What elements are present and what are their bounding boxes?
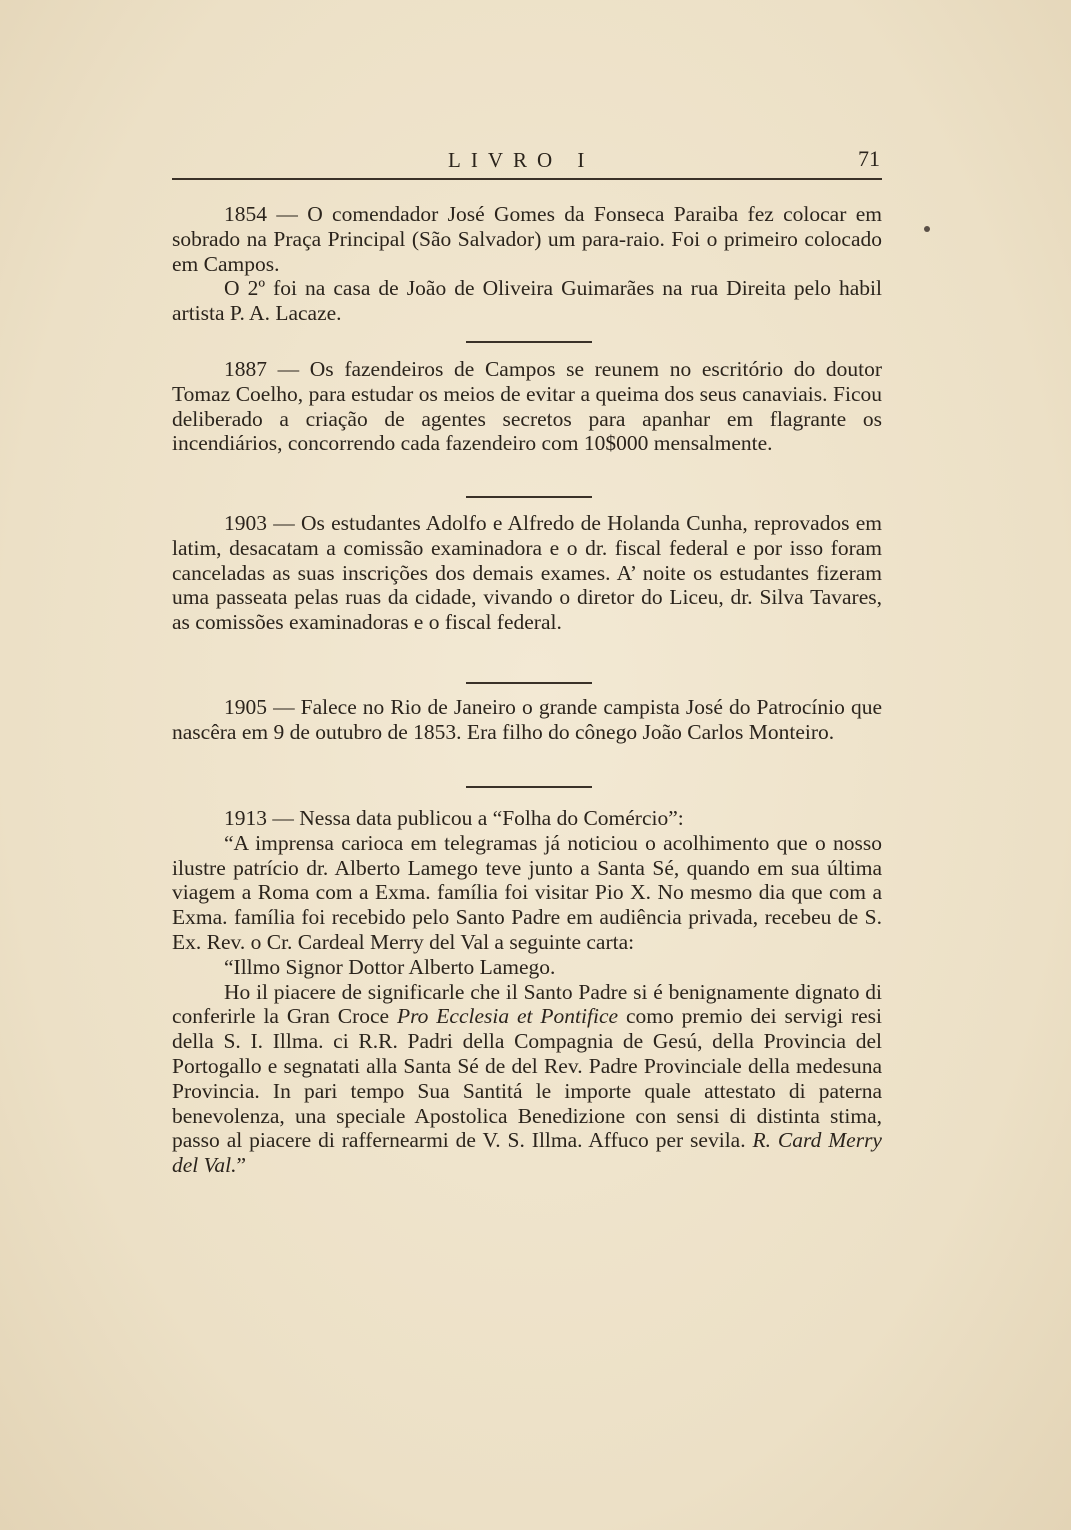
entry-1887 [172,357,882,456]
entry-paragraph: 1913 — Nessa data publicou a “Folha do Comércio”: [224,806,684,830]
page-header [172,146,882,180]
entry-paragraph: 1854 — O comendador José Gomes da Fonseca Paraiba fez colocar em sobrado na Praça Principal (São Salvador) um para-raio. Foi o primeiro colocado em Campos. [172,202,882,276]
section-divider [466,682,592,684]
entry-paragraph: “A imprensa carioca em telegramas já noticiou o acolhimento que o nosso ilustre patrício dr. Alberto Lamego teve junto a Santa Sé, quando em sua última viagem a Roma com a Exma. família foi visitar Pio X. No mesmo dia que com a Exma. família foi recebido pelo Santo Padre em audiência privada, recebeu de S. Ex. Rev. o Cr. Cardeal Merry del Val a seguinte carta: [172,830,882,954]
ink-spot [924,226,930,232]
letter-text: como premio dei servigi resi della S. I. Illma. ci R.R. Padri della Compagnia de Gesú, della Provincia del Portogallo e segnatati alla Santa Sé de del Rev. Padre Provinciale della medesuna Provincia. In pari tempo Sua Santitá le importe quale attestato di paterna benevolenza, una speciale Apostolica Benedizione con sensi di distinta stima, passo al piacere di raffernearmi de V. S. Illma. Affuco per sevila. [172,1004,882,1153]
section-divider [466,496,592,498]
entry-1913 [172,806,882,1178]
entry-1905 [172,695,882,745]
letter-body [172,980,882,1178]
letter-signature: R. Card Merry del Val. [172,1128,882,1178]
entry-1854 [172,202,882,326]
award-name: Pro Ecclesia et Pontifice [396,1004,619,1029]
entry-1903 [172,511,882,635]
entry-paragraph: O 2º foi na casa de João de Oliveira Guimarães na rua Direita pelo habil artista P. A. Lacaze. [172,276,882,326]
page-number: 71 [858,146,880,171]
entry-paragraph: 1905 — Falece no Rio de Janeiro o grande campista José do Patrocínio que nascêra em 9 de outubro de 1853. Era filho do cônego João Carlos Monteiro. [172,695,882,744]
running-title: LIVRO I [448,148,595,172]
letter-salutation: “Illmo Signor Dottor Alberto Lamego. [224,954,556,979]
entry-paragraph: 1903 — Os estudantes Adolfo e Alfredo de Holanda Cunha, reprovados em latim, desacatam a comissão examinadora e o dr. fiscal federal e por isso foram canceladas as suas inscrições dos demais exames. A’ noite os estudantes fizeram uma passeata pelas ruas da cidade, vivando o diretor do Liceu, dr. Silva Tavares, as comissões examinadoras e o fiscal federal. [172,511,882,635]
letter-text: Ho il piacere de significarle che il Santo Padre si é benignamente dignato di conferirle la Gran Croce [172,979,882,1029]
section-divider [466,341,592,343]
section-divider [466,786,592,788]
entry-paragraph: 1887 — Os fazendeiros de Campos se reunem no escritório do doutor Tomaz Coelho, para estudar os meios de evitar a queima dos seus canaviais. Ficou deliberado a criação de agentes secretos para apanhar em flagrante os incendiários, concorrendo cada fazendeiro com 10$000 mensalmente. [172,357,882,456]
closing-quote: ” [236,1153,247,1178]
